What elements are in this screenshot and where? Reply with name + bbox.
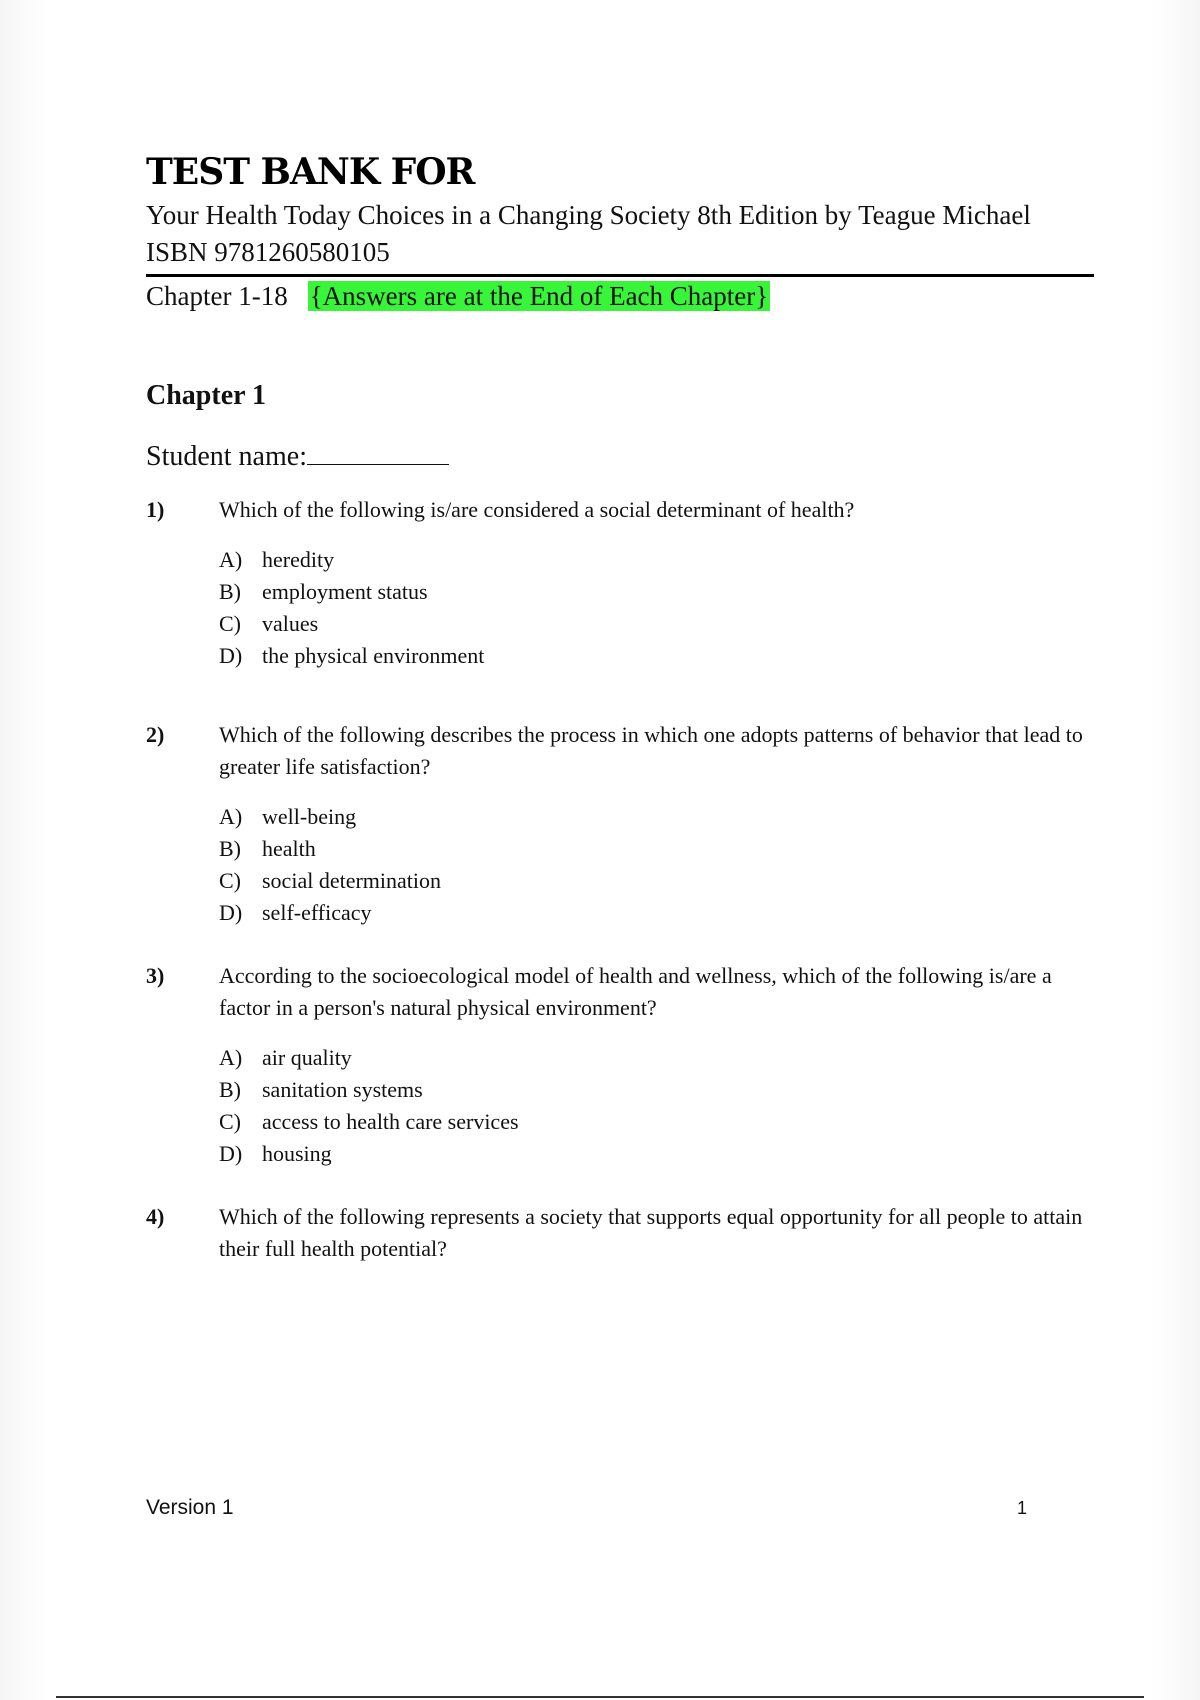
test-bank-title: TEST BANK FOR <box>146 151 475 193</box>
student-name-blank <box>307 438 449 465</box>
answer-option <box>219 576 1096 608</box>
answer-option <box>219 897 1096 929</box>
option-text: values <box>262 611 319 636</box>
option-letter: A) <box>219 547 243 572</box>
chapter-heading: Chapter 1 <box>146 380 267 411</box>
option-text: air quality <box>262 1045 352 1070</box>
question-text: Which of the following represents a society that supports equal opportunity for all people to attain their full health potential? <box>219 1204 1083 1261</box>
answer-option <box>219 1042 1096 1074</box>
question-number: 1) <box>146 497 165 522</box>
question-4 <box>146 1201 1096 1265</box>
question-number: 2) <box>146 722 165 747</box>
question-number: 4) <box>146 1204 165 1229</box>
answer-options <box>219 801 1096 929</box>
answer-option <box>219 1138 1096 1170</box>
option-text: housing <box>262 1141 332 1166</box>
option-letter: B) <box>219 579 241 604</box>
option-letter: C) <box>219 611 241 636</box>
chapter-range-line <box>146 277 1094 315</box>
answer-option <box>219 833 1096 865</box>
book-title: Your Health Today Choices in a Changing Society 8th Edition by Teague Michael <box>146 200 1031 230</box>
chapter-range: Chapter 1-18 <box>146 281 288 311</box>
option-text: access to health care services <box>262 1109 519 1134</box>
question-1 <box>146 494 1096 672</box>
answer-option <box>219 1074 1096 1106</box>
option-letter: C) <box>219 1109 241 1134</box>
answer-option <box>219 801 1096 833</box>
option-text: heredity <box>262 547 335 572</box>
option-text: sanitation systems <box>262 1077 423 1102</box>
answer-options <box>219 544 1096 672</box>
page-number: 1 <box>1017 1498 1028 1518</box>
question-text: Which of the following describes the process in which one adopts patterns of behavior that lead to greater life satisfaction? <box>219 722 1083 779</box>
footer-version: Version 1 <box>146 1496 234 1519</box>
question-list <box>146 494 1096 1265</box>
question-number: 3) <box>146 963 165 988</box>
option-letter: B) <box>219 1077 241 1102</box>
option-letter: D) <box>219 1141 243 1166</box>
answer-option <box>219 865 1096 897</box>
document-header <box>146 150 1094 315</box>
option-letter: C) <box>219 868 241 893</box>
option-letter: D) <box>219 643 243 668</box>
option-text: self-efficacy <box>262 900 372 925</box>
answer-option <box>219 1106 1096 1138</box>
student-name-label: Student name: <box>146 441 307 472</box>
option-text: well-being <box>262 804 357 829</box>
option-text: the physical environment <box>262 643 485 668</box>
isbn: ISBN 9781260580105 <box>146 237 390 267</box>
question-3 <box>146 960 1096 1170</box>
bottom-divider <box>56 1696 1144 1698</box>
answer-option <box>219 544 1096 576</box>
option-letter: B) <box>219 836 241 861</box>
question-text: Which of the following is/are considered a social determinant of health? <box>219 497 855 522</box>
question-text: According to the socioecological model of health and wellness, which of the following is/are a factor in a person's natural physical environment? <box>219 963 1052 1020</box>
answer-option <box>219 608 1096 640</box>
option-letter: A) <box>219 1045 243 1070</box>
option-text: employment status <box>262 579 428 604</box>
answer-option <box>219 640 1096 672</box>
answers-note-highlight: {Answers are at the End of Each Chapter} <box>309 281 769 311</box>
option-letter: D) <box>219 900 243 925</box>
question-2 <box>146 719 1096 929</box>
option-letter: A) <box>219 804 243 829</box>
option-text: health <box>262 836 316 861</box>
answer-options <box>219 1042 1096 1170</box>
option-text: social determination <box>262 868 441 893</box>
student-name-field <box>146 438 449 473</box>
